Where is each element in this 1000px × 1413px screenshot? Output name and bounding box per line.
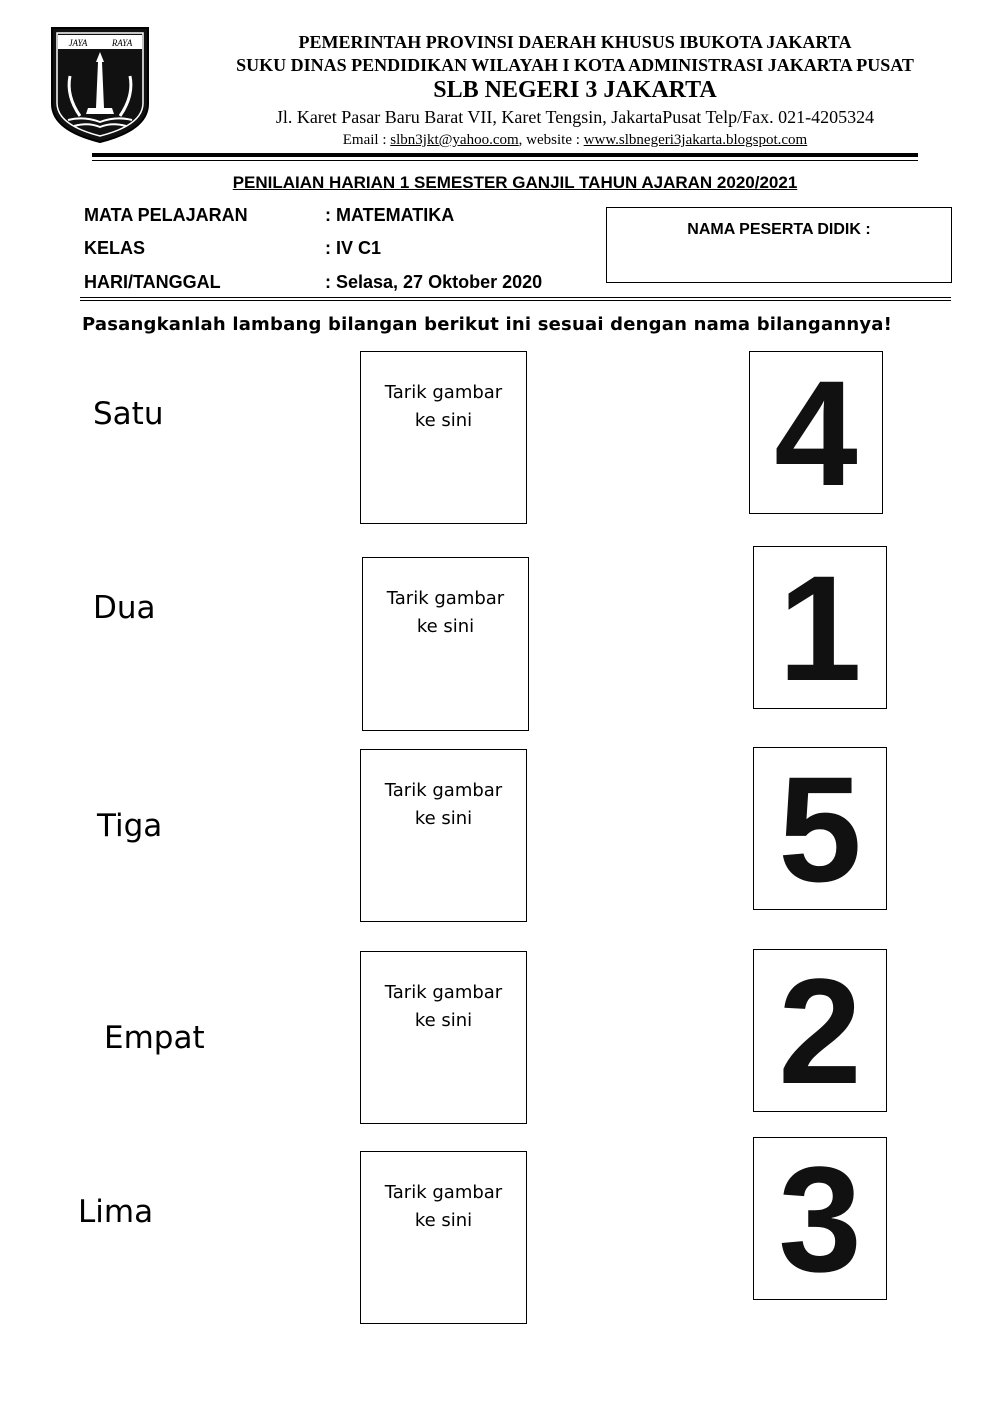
number-card-digit: 4 [774,348,858,517]
word-tiga: Tiga [97,808,163,844]
email-label: Email : [342,132,391,148]
letterhead-line-department: SUKU DINAS PENDIDIKAN WILAYAH I KOTA ADMINISTRASI JAKARTA PUSAT [236,55,914,75]
svg-text:JAYA: JAYA [68,38,88,48]
number-card-2[interactable] [753,946,887,1115]
number-card-3[interactable] [753,1134,887,1303]
drop-zone-text-line1: Tarik gambar [386,588,505,609]
letterhead-address: Jl. Karet Pasar Baru Barat VII, Karet Tengsin, JakartaPusat Telp/Fax. 021-4205324 [275,107,875,127]
drop-zone-text-line2: ke sini [414,808,473,829]
drop-zone-dua[interactable] [362,557,529,731]
date-label: HARI/TANGGAL [84,272,221,292]
drop-zone-text-line2: ke sini [414,1010,473,1031]
drop-zone-text-line1: Tarik gambar [384,1182,503,1203]
word-satu: Satu [93,396,164,432]
website-label: , website : [518,132,584,148]
drop-zone-text-line2: ke sini [414,410,473,431]
drop-zone-text-line1: Tarik gambar [384,982,503,1003]
number-card-4[interactable] [749,348,883,517]
number-card-digit: 3 [778,1134,862,1303]
exam-title: PENILAIAN HARIAN 1 SEMESTER GANJIL TAHUN AJARAN 2020/2021 [232,173,798,192]
word-empat: Empat [104,1020,205,1056]
drop-zone-text-line1: Tarik gambar [384,382,503,403]
number-card-1[interactable] [753,543,887,712]
letterhead-rule-thick [92,153,918,157]
letterhead-contact [150,132,1000,149]
letterhead-line-government: PEMERINTAH PROVINSI DAERAH KHUSUS IBUKOTA JAKARTA [298,32,852,52]
drop-zone-lima[interactable] [360,1151,527,1324]
drop-zone-text-line1: Tarik gambar [384,780,503,801]
email-link[interactable]: slbn3jkt@yahoo.com [390,132,519,148]
drop-zone-text-line2: ke sini [416,616,475,637]
word-dua: Dua [93,590,156,626]
class-label: KELAS [84,238,146,258]
website-link[interactable]: www.slbnegeri3jakarta.blogspot.com [583,132,808,148]
header-rule-1 [80,297,951,298]
number-card-digit: 1 [778,543,862,712]
number-card-digit: 5 [778,744,862,913]
jakarta-emblem-logo [48,26,152,144]
letterhead-school-name: SLB NEGERI 3 JAKARTA [433,77,717,103]
instruction-text: Pasangkanlah lambang bilangan berikut ini sesuai dengan nama bilangannya! [82,314,893,335]
number-card-digit: 2 [778,946,862,1115]
drop-zone-tiga[interactable] [360,749,527,922]
student-name-box[interactable] [606,207,952,283]
svg-text:RAYA: RAYA [111,38,133,48]
number-card-5[interactable] [753,744,887,913]
letterhead-rule-thin [92,160,918,161]
date-value: : Selasa, 27 Oktober 2020 [325,272,543,292]
word-lima: Lima [78,1194,154,1230]
header-rule-2 [80,300,951,301]
student-name-label: NAMA PESERTA DIDIK : [687,221,871,238]
drop-zone-satu[interactable] [360,351,527,524]
subject-value: : MATEMATIKA [325,205,455,225]
subject-label: MATA PELAJARAN [84,205,248,225]
drop-zone-text-line2: ke sini [414,1210,473,1231]
class-value: : IV C1 [325,238,382,258]
drop-zone-empat[interactable] [360,951,527,1124]
